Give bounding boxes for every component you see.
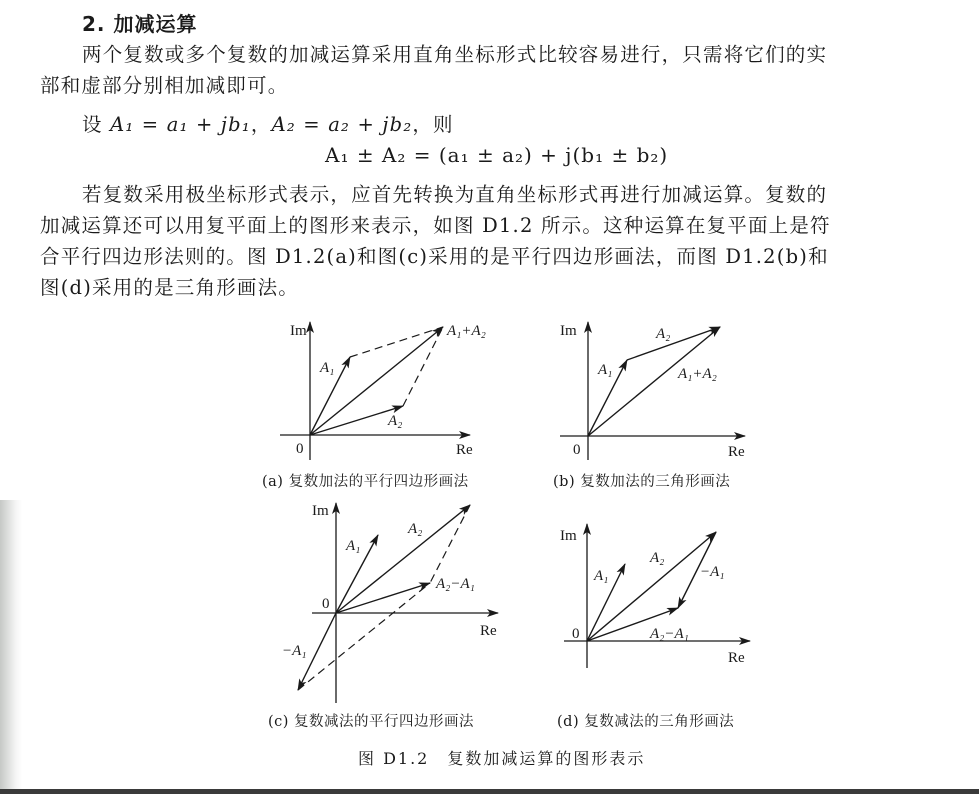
label-neg-a1: −A₁ xyxy=(700,564,725,580)
paragraph-3-line-2: 加减运算还可以用复平面上的图形来表示，如图 D1.2 所示。这种运算在复平面上是符 xyxy=(40,214,831,237)
re-label: Re xyxy=(480,623,497,639)
label-a1: A₁ xyxy=(594,568,609,584)
diagram-a xyxy=(260,310,520,474)
dashed-parallel-1 xyxy=(430,505,470,583)
vector-a2 xyxy=(336,505,470,613)
paragraph-2 xyxy=(82,110,454,140)
re-label: Re xyxy=(456,442,473,458)
figure-title: 图 D1.2 复数加减运算的图形表示 xyxy=(358,749,646,768)
re-label: Re xyxy=(728,650,745,666)
paragraph-1-line-1: 两个复数或多个复数的加减运算采用直角坐标形式比较容易进行，只需将它们的实 xyxy=(82,43,828,66)
vector-a2 xyxy=(627,327,720,360)
label-sum: A₁+A₂ xyxy=(447,323,486,339)
vector-sum xyxy=(310,327,443,435)
diagram-d xyxy=(540,510,790,674)
origin-label: 0 xyxy=(573,442,581,458)
im-label: Im xyxy=(290,323,307,339)
im-label: Im xyxy=(560,323,577,339)
definition-a1: A₁ = a₁ + jb₁ xyxy=(110,113,251,136)
origin-label: 0 xyxy=(572,626,580,642)
caption-d: (d) 复数减法的三角形画法 xyxy=(557,714,735,730)
dashed-parallel-2 xyxy=(298,583,430,690)
paragraph-2-suffix: ，则 xyxy=(412,113,454,136)
caption-c: (c) 复数减法的平行四边形画法 xyxy=(268,714,475,730)
origin-label: 0 xyxy=(322,596,330,612)
paragraph-3-line-1: 若复数采用极坐标形式表示，应首先转换为直角坐标形式再进行加减运算。复数的 xyxy=(82,183,828,206)
paragraph-3-line-3: 合平行四边形法则的。图 D1.2(a)和图(c)采用的是平行四边形画法，而图 D1.2(b)和 xyxy=(40,245,829,268)
bottom-rule xyxy=(0,789,979,794)
paragraph-1-line-2: 部和虚部分别相加减即可。 xyxy=(40,74,289,97)
label-a1: A₁ xyxy=(598,362,613,378)
caption-a: (a) 复数加法的平行四边形画法 xyxy=(262,474,469,490)
caption-b: (b) 复数加法的三角形画法 xyxy=(553,474,731,490)
vector-a2 xyxy=(587,532,716,641)
label-a2: A₂ xyxy=(656,326,671,342)
label-difference: A₂−A₁ xyxy=(650,626,689,642)
label-a2: A₂ xyxy=(388,413,403,429)
dashed-parallel-1 xyxy=(350,327,443,357)
origin-label: 0 xyxy=(296,441,304,457)
label-neg-a1: −A₁ xyxy=(282,643,307,659)
definition-a2: A₂ = a₂ + jb₂ xyxy=(271,113,413,136)
sum-difference-formula: A₁ ± A₂ = (a₁ ± a₂) + j(b₁ ± b₂) xyxy=(325,143,669,167)
im-label: Im xyxy=(560,528,577,544)
label-a2: A₂ xyxy=(408,521,423,537)
paragraph-2-separator: ， xyxy=(250,113,272,136)
im-label: Im xyxy=(312,503,329,519)
diagram-c xyxy=(260,495,530,709)
label-a1: A₁ xyxy=(320,360,335,376)
paragraph-3-line-4: 图(d)采用的是三角形画法。 xyxy=(40,276,299,299)
label-a2: A₂ xyxy=(650,550,665,566)
re-label: Re xyxy=(728,444,745,460)
section-heading: 2. 加减运算 xyxy=(82,12,198,36)
label-a1: A₁ xyxy=(346,538,361,554)
paragraph-2-prefix: 设 xyxy=(82,113,103,136)
label-difference: A₂−A₁ xyxy=(436,576,475,592)
diagram-b xyxy=(530,310,780,474)
label-sum: A₁+A₂ xyxy=(678,366,717,382)
dashed-parallel-2 xyxy=(403,327,443,406)
scan-edge-shadow xyxy=(0,500,22,790)
